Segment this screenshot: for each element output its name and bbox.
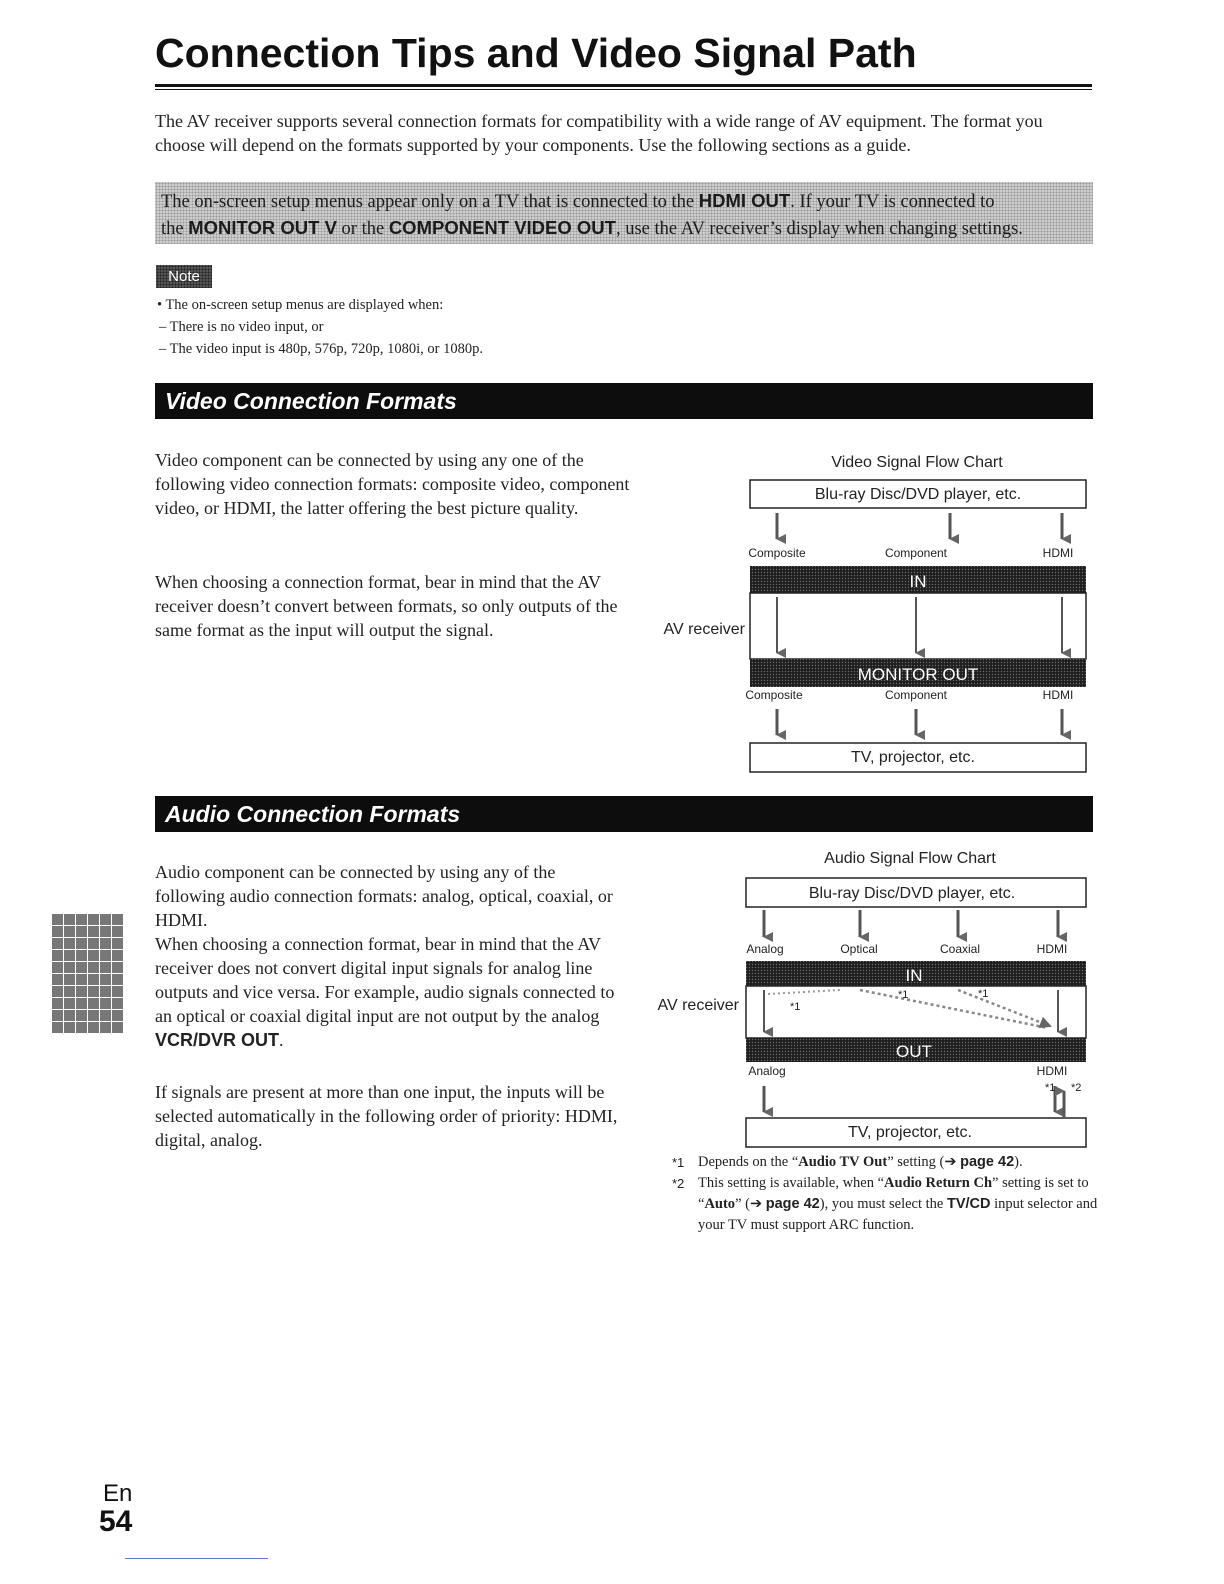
- audio-out-label-analog: Analog: [748, 1064, 786, 1078]
- side-tab-marker: [51, 913, 124, 1033]
- title-rule-thin: [155, 89, 1092, 90]
- audio-in-label-hdmi: HDMI: [1036, 942, 1068, 956]
- video-out-label-component: Component: [884, 688, 948, 702]
- bottom-rule: [125, 1558, 268, 1559]
- video-in-label-composite: Composite: [748, 546, 806, 560]
- title-rule: [155, 84, 1092, 87]
- video-section-heading: Video Connection Formats: [155, 383, 1093, 419]
- note-list: [157, 294, 483, 360]
- audio-out-label-hdmi: HDMI: [1036, 1064, 1068, 1078]
- video-flow-chart: [640, 445, 1100, 780]
- footnotes: [672, 1152, 1102, 1236]
- audio-output-arrows: [764, 1086, 1064, 1117]
- audio-star1-a: *1: [790, 1001, 801, 1013]
- video-out-label-hdmi: HDMI: [1042, 688, 1074, 702]
- audio-chart-title: Audio Signal Flow Chart: [824, 850, 996, 867]
- note-label: Note: [156, 265, 212, 288]
- audio-sink-label: TV, projector, etc.: [848, 1124, 972, 1141]
- notice-text: The on-screen setup menus appear only on a TV that is connected to the HDMI OUT. If your TV is connected to the MONITOR OUT V or the COMPONENT VIDEO OUT, use the AV receiver’s display when changing settings.: [161, 190, 1023, 239]
- audio-paragraph-1: Audio component can be connected by using any of the following audio connection formats: analog, optical, coaxial, or HDMI. When choosing a connection format, bear in mind that the AV receiver does not convert digital input signals for analog line outputs and vice versa. For example, audio signals connected to an optical or coaxial digital input are not output by the analog VCR/DVR OUT.: [155, 862, 615, 1050]
- page-42-link[interactable]: page 42: [960, 1154, 1015, 1170]
- language-label: En: [103, 1480, 133, 1507]
- notice-component-out: COMPONENT VIDEO OUT: [388, 217, 616, 238]
- footnote-2: *2 This setting is available, when “Audio Return Ch” setting is set to “Auto” (➔ page 42), you must select the TV/CD input selector and your TV must support ARC function.: [672, 1175, 1098, 1233]
- notice-hdmi-out: HDMI OUT: [698, 190, 791, 211]
- audio-flow-chart-svg: [640, 840, 1100, 1150]
- audio-source-arrows: [764, 910, 1058, 937]
- page-42-link[interactable]: page 42: [765, 1196, 820, 1212]
- audio-source-label: Blu-ray Disc/DVD player, etc.: [808, 885, 1016, 902]
- video-in-label-hdmi: HDMI: [1042, 546, 1074, 560]
- audio-out-bar-label: OUT: [896, 1042, 932, 1061]
- video-source-arrows: [777, 513, 1062, 539]
- video-paragraph-1: Video component can be connected by using any one of the following video connection formats: composite video, component video, or HDMI, the latter offering the best picture quality.: [155, 450, 630, 518]
- note-item: – There is no video input, or: [159, 319, 324, 335]
- video-out-bar-label: MONITOR OUT: [857, 665, 979, 684]
- audio-star1-b: *1: [898, 989, 909, 1001]
- footnote-1: *1 Depends on the “Audio TV Out” setting (➔ page 42).: [672, 1154, 1023, 1170]
- page-number: 54: [99, 1505, 133, 1538]
- audio-in-label-coaxial: Coaxial: [939, 942, 981, 956]
- page-title: Connection Tips and Video Signal Path: [155, 30, 917, 76]
- audio-flow-chart: [640, 840, 1100, 1150]
- audio-star1-c: *1: [978, 988, 989, 1000]
- video-receiver-label: AV receiver: [663, 621, 745, 638]
- audio-out-star2: *2: [1071, 1082, 1082, 1094]
- video-out-label-composite: Composite: [745, 688, 803, 702]
- audio-in-label-optical: Optical: [840, 942, 878, 956]
- intro-paragraph: The AV receiver supports several connection formats for compatibility with a wide range of AV equipment. The format you choose will depend on the formats supported by your components. Use the following sections as a guide.: [155, 111, 1043, 155]
- video-chart-title: Video Signal Flow Chart: [831, 454, 1003, 471]
- video-output-arrows: [777, 709, 1062, 735]
- audio-receiver-label: AV receiver: [657, 997, 739, 1014]
- note-item: – The video input is 480p, 576p, 720p, 1080i, or 1080p.: [159, 341, 483, 357]
- video-sink-label: TV, projector, etc.: [851, 749, 975, 766]
- audio-in-bar-label: IN: [905, 966, 923, 985]
- audio-paragraph-2: If signals are present at more than one input, the inputs will be selected automatically in the following order of priority: HDMI, digital, analog.: [155, 1082, 618, 1150]
- note-item: • The on-screen setup menus are displayed when:: [157, 297, 444, 313]
- video-receiver-body: [750, 593, 1086, 659]
- video-paragraph-2: When choosing a connection format, bear in mind that the AV receiver doesn’t convert between formats, so only outputs of the same format as the input will output the signal.: [155, 572, 618, 640]
- video-in-label-component: Component: [884, 546, 948, 560]
- vcr-dvr-out-label: VCR/DVR OUT: [155, 1030, 280, 1050]
- notice-monitor-out: MONITOR OUT V: [188, 217, 337, 238]
- video-source-label: Blu-ray Disc/DVD player, etc.: [814, 486, 1022, 503]
- video-in-bar-label: IN: [909, 572, 927, 591]
- audio-in-label-analog: Analog: [746, 942, 784, 956]
- video-flow-chart-svg: [640, 445, 1100, 780]
- audio-section-heading: Audio Connection Formats: [155, 796, 1093, 832]
- audio-out-star1: *1: [1045, 1082, 1056, 1094]
